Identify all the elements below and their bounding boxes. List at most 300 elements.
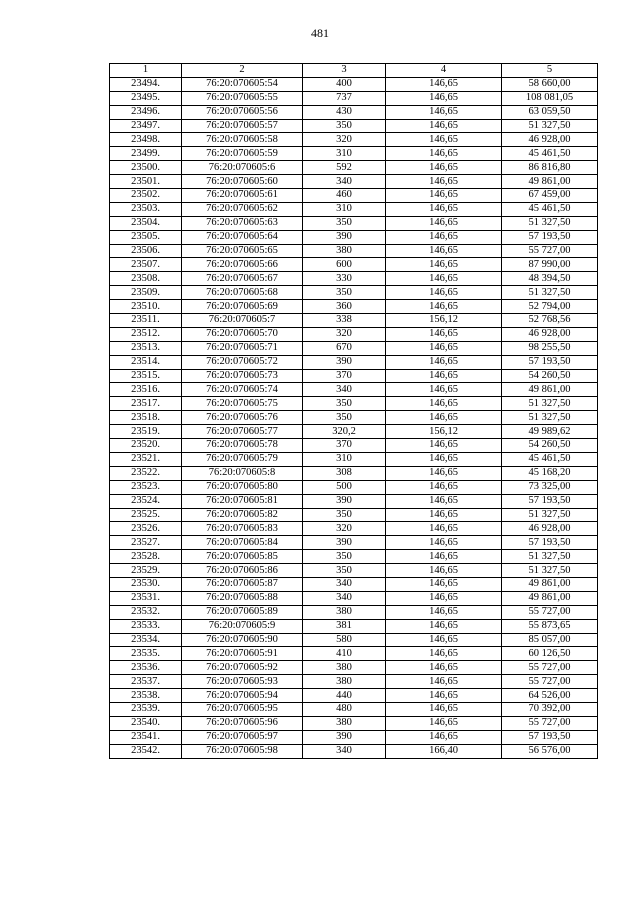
- column-header-5: 5: [502, 64, 598, 78]
- cadastral-number-cell: 76:20:070605:56: [182, 105, 303, 119]
- cadastral-number-cell: 76:20:070605:69: [182, 300, 303, 314]
- area-cell: 320,2: [303, 425, 386, 439]
- table-row: [110, 522, 598, 536]
- row-number-cell: 23512.: [110, 327, 182, 341]
- row-number-cell: 23497.: [110, 119, 182, 133]
- area-cell: 410: [303, 647, 386, 661]
- area-cell: 670: [303, 341, 386, 355]
- area-cell: 360: [303, 300, 386, 314]
- area-cell: 390: [303, 494, 386, 508]
- cadastral-number-cell: 76:20:070605:91: [182, 647, 303, 661]
- row-number-cell: 23517.: [110, 397, 182, 411]
- cadastral-number-cell: 76:20:070605:97: [182, 730, 303, 744]
- row-number-cell: 23523.: [110, 480, 182, 494]
- table-row: [110, 314, 598, 328]
- area-cell: 430: [303, 105, 386, 119]
- cadastral-number-cell: 76:20:070605:67: [182, 272, 303, 286]
- table-row: [110, 425, 598, 439]
- row-number-cell: 23524.: [110, 494, 182, 508]
- table-row: [110, 272, 598, 286]
- value-cell: 52 768,56: [502, 314, 598, 328]
- area-cell: 600: [303, 258, 386, 272]
- rate-cell: 146,65: [386, 689, 502, 703]
- value-cell: 70 392,00: [502, 702, 598, 716]
- table-row: [110, 189, 598, 203]
- table-row: [110, 716, 598, 730]
- row-number-cell: 23510.: [110, 300, 182, 314]
- row-number-cell: 23542.: [110, 744, 182, 758]
- rate-cell: 146,65: [386, 341, 502, 355]
- table-row: [110, 452, 598, 466]
- table-row: [110, 77, 598, 91]
- area-cell: 310: [303, 202, 386, 216]
- cadastral-number-cell: 76:20:070605:72: [182, 355, 303, 369]
- area-cell: 390: [303, 730, 386, 744]
- table-row: [110, 508, 598, 522]
- value-cell: 56 576,00: [502, 744, 598, 758]
- row-number-cell: 23494.: [110, 77, 182, 91]
- area-cell: 390: [303, 230, 386, 244]
- cadastral-number-cell: 76:20:070605:74: [182, 383, 303, 397]
- cadastral-number-cell: 76:20:070605:82: [182, 508, 303, 522]
- area-cell: 381: [303, 619, 386, 633]
- value-cell: 51 327,50: [502, 286, 598, 300]
- data-table: [109, 63, 598, 759]
- table-row: [110, 147, 598, 161]
- table-row: [110, 397, 598, 411]
- row-number-cell: 23519.: [110, 425, 182, 439]
- cadastral-number-cell: 76:20:070605:80: [182, 480, 303, 494]
- area-cell: 370: [303, 439, 386, 453]
- row-number-cell: 23535.: [110, 647, 182, 661]
- area-cell: 580: [303, 633, 386, 647]
- rate-cell: 146,65: [386, 383, 502, 397]
- rate-cell: 146,65: [386, 286, 502, 300]
- cadastral-number-cell: 76:20:070605:9: [182, 619, 303, 633]
- cadastral-number-cell: 76:20:070605:7: [182, 314, 303, 328]
- value-cell: 55 727,00: [502, 675, 598, 689]
- value-cell: 55 727,00: [502, 605, 598, 619]
- value-cell: 86 816,80: [502, 161, 598, 175]
- value-cell: 46 928,00: [502, 522, 598, 536]
- table-row: [110, 286, 598, 300]
- table-row: [110, 702, 598, 716]
- area-cell: 370: [303, 369, 386, 383]
- row-number-cell: 23525.: [110, 508, 182, 522]
- cadastral-number-cell: 76:20:070605:70: [182, 327, 303, 341]
- cadastral-number-cell: 76:20:070605:96: [182, 716, 303, 730]
- row-number-cell: 23513.: [110, 341, 182, 355]
- table-row: [110, 105, 598, 119]
- rate-cell: 146,65: [386, 133, 502, 147]
- row-number-cell: 23504.: [110, 216, 182, 230]
- area-cell: 380: [303, 605, 386, 619]
- table-row: [110, 341, 598, 355]
- value-cell: 49 861,00: [502, 577, 598, 591]
- cadastral-number-cell: 76:20:070605:57: [182, 119, 303, 133]
- value-cell: 51 327,50: [502, 119, 598, 133]
- row-number-cell: 23530.: [110, 577, 182, 591]
- table-row: [110, 689, 598, 703]
- cadastral-number-cell: 76:20:070605:62: [182, 202, 303, 216]
- cadastral-number-cell: 76:20:070605:65: [182, 244, 303, 258]
- area-cell: 737: [303, 91, 386, 105]
- table-row: [110, 633, 598, 647]
- table-row: [110, 411, 598, 425]
- row-number-cell: 23495.: [110, 91, 182, 105]
- table-row: [110, 202, 598, 216]
- cadastral-number-cell: 76:20:070605:75: [182, 397, 303, 411]
- table-row: [110, 550, 598, 564]
- cadastral-number-cell: 76:20:070605:55: [182, 91, 303, 105]
- value-cell: 49 861,00: [502, 591, 598, 605]
- value-cell: 55 727,00: [502, 716, 598, 730]
- row-number-cell: 23528.: [110, 550, 182, 564]
- value-cell: 67 459,00: [502, 189, 598, 203]
- row-number-cell: 23521.: [110, 452, 182, 466]
- table-header: [110, 64, 598, 78]
- table-row: [110, 230, 598, 244]
- table-row: [110, 744, 598, 758]
- rate-cell: 146,65: [386, 327, 502, 341]
- table-row: [110, 300, 598, 314]
- column-header-4: 4: [386, 64, 502, 78]
- rate-cell: 146,65: [386, 397, 502, 411]
- value-cell: 45 461,50: [502, 452, 598, 466]
- area-cell: 340: [303, 591, 386, 605]
- value-cell: 57 193,50: [502, 536, 598, 550]
- table-row: [110, 91, 598, 105]
- row-number-cell: 23507.: [110, 258, 182, 272]
- row-number-cell: 23500.: [110, 161, 182, 175]
- value-cell: 85 057,00: [502, 633, 598, 647]
- cadastral-number-cell: 76:20:070605:59: [182, 147, 303, 161]
- area-cell: 592: [303, 161, 386, 175]
- table-row: [110, 577, 598, 591]
- row-number-cell: 23505.: [110, 230, 182, 244]
- cadastral-number-cell: 76:20:070605:73: [182, 369, 303, 383]
- rate-cell: 146,65: [386, 647, 502, 661]
- value-cell: 55 727,00: [502, 661, 598, 675]
- rate-cell: 146,65: [386, 577, 502, 591]
- row-number-cell: 23514.: [110, 355, 182, 369]
- rate-cell: 146,65: [386, 702, 502, 716]
- rate-cell: 146,65: [386, 91, 502, 105]
- rate-cell: 146,65: [386, 411, 502, 425]
- area-cell: 310: [303, 452, 386, 466]
- rate-cell: 146,65: [386, 105, 502, 119]
- area-cell: 320: [303, 327, 386, 341]
- row-number-cell: 23501.: [110, 175, 182, 189]
- table-row: [110, 730, 598, 744]
- rate-cell: 146,65: [386, 508, 502, 522]
- table-row: [110, 494, 598, 508]
- rate-cell: 146,65: [386, 591, 502, 605]
- area-cell: 330: [303, 272, 386, 286]
- area-cell: 390: [303, 536, 386, 550]
- cadastral-number-cell: 76:20:070605:92: [182, 661, 303, 675]
- value-cell: 51 327,50: [502, 411, 598, 425]
- cadastral-number-cell: 76:20:070605:89: [182, 605, 303, 619]
- value-cell: 51 327,50: [502, 564, 598, 578]
- value-cell: 57 193,50: [502, 730, 598, 744]
- table-row: [110, 564, 598, 578]
- area-cell: 350: [303, 216, 386, 230]
- value-cell: 46 928,00: [502, 133, 598, 147]
- value-cell: 63 059,50: [502, 105, 598, 119]
- table-row: [110, 480, 598, 494]
- area-cell: 400: [303, 77, 386, 91]
- row-number-cell: 23511.: [110, 314, 182, 328]
- table-row: [110, 175, 598, 189]
- cadastral-number-cell: 76:20:070605:71: [182, 341, 303, 355]
- table-row: [110, 661, 598, 675]
- cadastral-number-cell: 76:20:070605:79: [182, 452, 303, 466]
- area-cell: 460: [303, 189, 386, 203]
- row-number-cell: 23532.: [110, 605, 182, 619]
- value-cell: 55 873,65: [502, 619, 598, 633]
- cadastral-number-cell: 76:20:070605:63: [182, 216, 303, 230]
- row-number-cell: 23538.: [110, 689, 182, 703]
- rate-cell: 146,65: [386, 272, 502, 286]
- rate-cell: 146,65: [386, 522, 502, 536]
- area-cell: 350: [303, 564, 386, 578]
- value-cell: 49 861,00: [502, 383, 598, 397]
- table-row: [110, 439, 598, 453]
- row-number-cell: 23502.: [110, 189, 182, 203]
- table-row: [110, 119, 598, 133]
- value-cell: 87 990,00: [502, 258, 598, 272]
- table-row: [110, 369, 598, 383]
- row-number-cell: 23536.: [110, 661, 182, 675]
- row-number-cell: 23498.: [110, 133, 182, 147]
- table-body: [110, 77, 598, 758]
- rate-cell: 146,65: [386, 550, 502, 564]
- area-cell: 380: [303, 244, 386, 258]
- cadastral-number-cell: 76:20:070605:86: [182, 564, 303, 578]
- value-cell: 46 928,00: [502, 327, 598, 341]
- cadastral-number-cell: 76:20:070605:93: [182, 675, 303, 689]
- rate-cell: 146,65: [386, 258, 502, 272]
- cadastral-number-cell: 76:20:070605:85: [182, 550, 303, 564]
- rate-cell: 146,65: [386, 466, 502, 480]
- area-cell: 310: [303, 147, 386, 161]
- value-cell: 54 260,50: [502, 439, 598, 453]
- value-cell: 54 260,50: [502, 369, 598, 383]
- value-cell: 49 989,62: [502, 425, 598, 439]
- cadastral-number-cell: 76:20:070605:77: [182, 425, 303, 439]
- rate-cell: 146,65: [386, 161, 502, 175]
- table-row: [110, 536, 598, 550]
- value-cell: 51 327,50: [502, 216, 598, 230]
- table-row: [110, 133, 598, 147]
- rate-cell: 146,65: [386, 300, 502, 314]
- area-cell: 390: [303, 355, 386, 369]
- value-cell: 45 461,50: [502, 147, 598, 161]
- row-number-cell: 23516.: [110, 383, 182, 397]
- rate-cell: 146,65: [386, 675, 502, 689]
- page-number: 481: [311, 26, 329, 40]
- value-cell: 98 255,50: [502, 341, 598, 355]
- row-number-cell: 23539.: [110, 702, 182, 716]
- table-row: [110, 591, 598, 605]
- cadastral-number-cell: 76:20:070605:64: [182, 230, 303, 244]
- column-header-2: 2: [182, 64, 303, 78]
- column-header-3: 3: [303, 64, 386, 78]
- rate-cell: 146,65: [386, 452, 502, 466]
- row-number-cell: 23529.: [110, 564, 182, 578]
- rate-cell: 146,65: [386, 77, 502, 91]
- row-number-cell: 23526.: [110, 522, 182, 536]
- cadastral-number-cell: 76:20:070605:78: [182, 439, 303, 453]
- value-cell: 60 126,50: [502, 647, 598, 661]
- area-cell: 380: [303, 661, 386, 675]
- value-cell: 49 861,00: [502, 175, 598, 189]
- rate-cell: 146,65: [386, 230, 502, 244]
- row-number-cell: 23506.: [110, 244, 182, 258]
- area-cell: 340: [303, 744, 386, 758]
- header-row: [110, 64, 598, 78]
- row-number-cell: 23540.: [110, 716, 182, 730]
- value-cell: 52 794,00: [502, 300, 598, 314]
- row-number-cell: 23533.: [110, 619, 182, 633]
- value-cell: 64 526,00: [502, 689, 598, 703]
- rate-cell: 146,65: [386, 480, 502, 494]
- value-cell: 45 461,50: [502, 202, 598, 216]
- table-row: [110, 355, 598, 369]
- row-number-cell: 23522.: [110, 466, 182, 480]
- rate-cell: 146,65: [386, 730, 502, 744]
- cadastral-number-cell: 76:20:070605:87: [182, 577, 303, 591]
- value-cell: 73 325,00: [502, 480, 598, 494]
- value-cell: 58 660,00: [502, 77, 598, 91]
- table-row: [110, 647, 598, 661]
- area-cell: 340: [303, 383, 386, 397]
- row-number-cell: 23520.: [110, 439, 182, 453]
- area-cell: 340: [303, 577, 386, 591]
- area-cell: 380: [303, 716, 386, 730]
- rate-cell: 156,12: [386, 314, 502, 328]
- rate-cell: 146,65: [386, 494, 502, 508]
- value-cell: 51 327,50: [502, 397, 598, 411]
- rate-cell: 146,65: [386, 661, 502, 675]
- value-cell: 108 081,05: [502, 91, 598, 105]
- area-cell: 380: [303, 675, 386, 689]
- rate-cell: 146,65: [386, 536, 502, 550]
- table-row: [110, 216, 598, 230]
- value-cell: 51 327,50: [502, 550, 598, 564]
- area-cell: 350: [303, 397, 386, 411]
- cadastral-number-cell: 76:20:070605:58: [182, 133, 303, 147]
- value-cell: 51 327,50: [502, 508, 598, 522]
- row-number-cell: 23534.: [110, 633, 182, 647]
- table-row: [110, 244, 598, 258]
- value-cell: 48 394,50: [502, 272, 598, 286]
- cadastral-number-cell: 76:20:070605:54: [182, 77, 303, 91]
- cadastral-number-cell: 76:20:070605:61: [182, 189, 303, 203]
- area-cell: 308: [303, 466, 386, 480]
- table-row: [110, 466, 598, 480]
- row-number-cell: 23499.: [110, 147, 182, 161]
- area-cell: 320: [303, 133, 386, 147]
- value-cell: 55 727,00: [502, 244, 598, 258]
- row-number-cell: 23527.: [110, 536, 182, 550]
- table-row: [110, 161, 598, 175]
- rate-cell: 156,12: [386, 425, 502, 439]
- rate-cell: 146,65: [386, 564, 502, 578]
- area-cell: 320: [303, 522, 386, 536]
- area-cell: 500: [303, 480, 386, 494]
- rate-cell: 146,65: [386, 216, 502, 230]
- rate-cell: 146,65: [386, 119, 502, 133]
- value-cell: 57 193,50: [502, 230, 598, 244]
- row-number-cell: 23508.: [110, 272, 182, 286]
- cadastral-number-cell: 76:20:070605:60: [182, 175, 303, 189]
- cadastral-number-cell: 76:20:070605:84: [182, 536, 303, 550]
- area-cell: 338: [303, 314, 386, 328]
- area-cell: 350: [303, 411, 386, 425]
- cadastral-number-cell: 76:20:070605:68: [182, 286, 303, 300]
- value-cell: 57 193,50: [502, 494, 598, 508]
- cadastral-number-cell: 76:20:070605:6: [182, 161, 303, 175]
- value-cell: 45 168,20: [502, 466, 598, 480]
- row-number-cell: 23541.: [110, 730, 182, 744]
- column-header-1: 1: [110, 64, 182, 78]
- rate-cell: 146,65: [386, 244, 502, 258]
- rate-cell: 146,65: [386, 439, 502, 453]
- row-number-cell: 23496.: [110, 105, 182, 119]
- cadastral-number-cell: 76:20:070605:90: [182, 633, 303, 647]
- rate-cell: 146,65: [386, 175, 502, 189]
- cadastral-number-cell: 76:20:070605:88: [182, 591, 303, 605]
- table-row: [110, 383, 598, 397]
- row-number-cell: 23509.: [110, 286, 182, 300]
- cadastral-number-cell: 76:20:070605:94: [182, 689, 303, 703]
- row-number-cell: 23503.: [110, 202, 182, 216]
- area-cell: 350: [303, 550, 386, 564]
- rate-cell: 146,65: [386, 716, 502, 730]
- area-cell: 350: [303, 119, 386, 133]
- cadastral-number-cell: 76:20:070605:81: [182, 494, 303, 508]
- table-row: [110, 605, 598, 619]
- rate-cell: 146,65: [386, 633, 502, 647]
- cadastral-number-cell: 76:20:070605:95: [182, 702, 303, 716]
- rate-cell: 146,65: [386, 189, 502, 203]
- cadastral-number-cell: 76:20:070605:98: [182, 744, 303, 758]
- table-row: [110, 327, 598, 341]
- cadastral-number-cell: 76:20:070605:76: [182, 411, 303, 425]
- row-number-cell: 23518.: [110, 411, 182, 425]
- rate-cell: 146,65: [386, 619, 502, 633]
- area-cell: 340: [303, 175, 386, 189]
- rate-cell: 146,65: [386, 147, 502, 161]
- table-row: [110, 619, 598, 633]
- area-cell: 350: [303, 508, 386, 522]
- row-number-cell: 23537.: [110, 675, 182, 689]
- cadastral-number-cell: 76:20:070605:83: [182, 522, 303, 536]
- rate-cell: 146,65: [386, 369, 502, 383]
- rate-cell: 146,65: [386, 605, 502, 619]
- value-cell: 57 193,50: [502, 355, 598, 369]
- rate-cell: 166,40: [386, 744, 502, 758]
- table-row: [110, 258, 598, 272]
- rate-cell: 146,65: [386, 355, 502, 369]
- row-number-cell: 23531.: [110, 591, 182, 605]
- table-row: [110, 675, 598, 689]
- row-number-cell: 23515.: [110, 369, 182, 383]
- cadastral-number-cell: 76:20:070605:8: [182, 466, 303, 480]
- area-cell: 480: [303, 702, 386, 716]
